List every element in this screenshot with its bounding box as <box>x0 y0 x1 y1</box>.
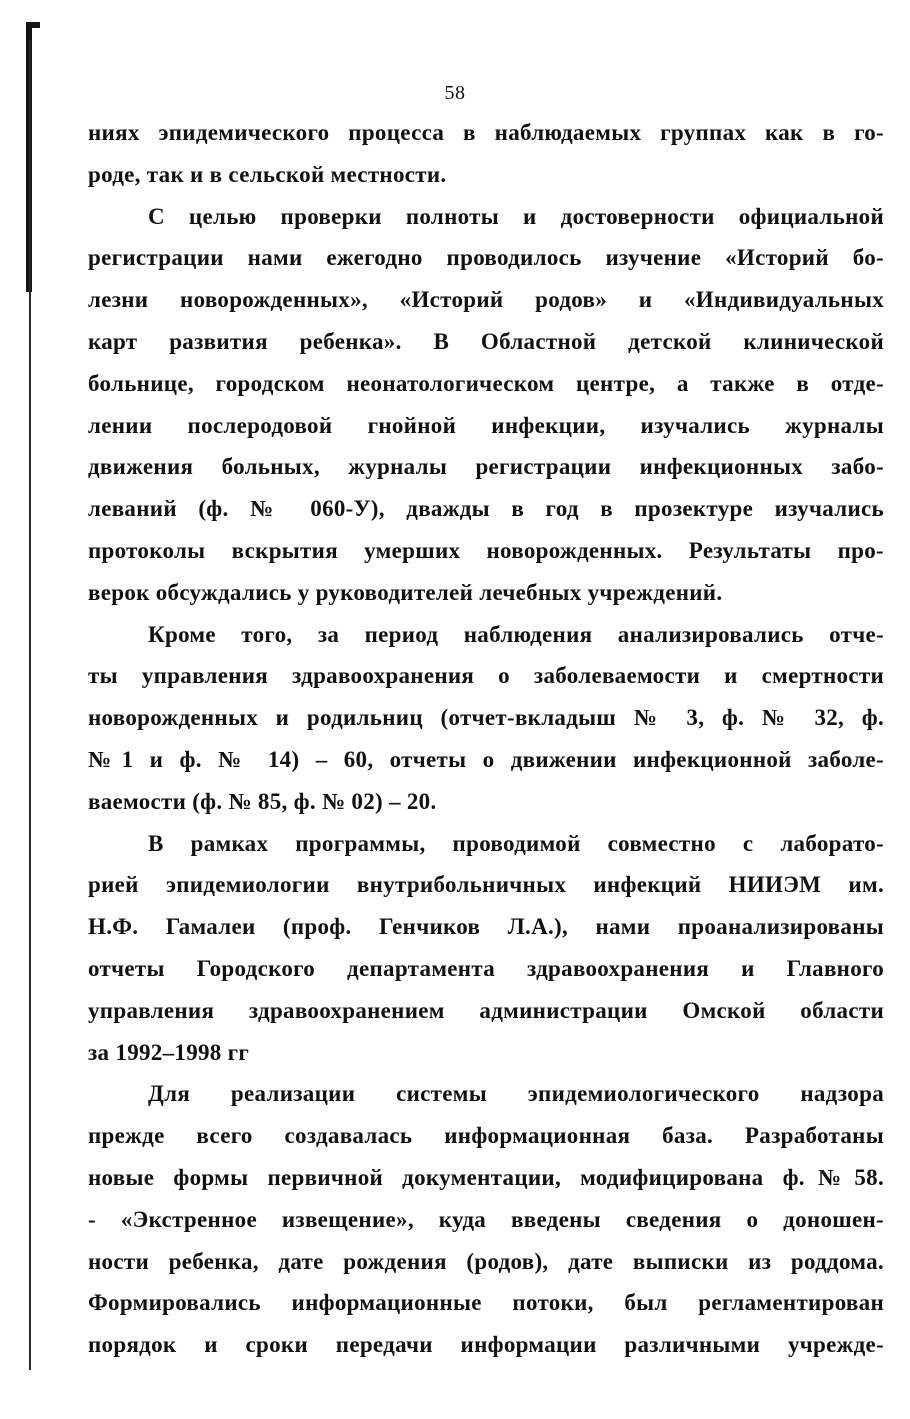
text-line: движения больных, журналы регистрации инфекционных забо- <box>88 454 884 480</box>
text-line: ности ребенка, дате рождения (родов), дате выписки из роддома. <box>88 1248 884 1274</box>
text-line: - «Экстренное извещение», куда введены сведения о доношен- <box>88 1206 884 1232</box>
text-line: верок обсуждались у руководителей лечебных учреждений. <box>88 579 723 605</box>
text-line: порядок и сроки передачи информации различными учрежде- <box>88 1332 884 1358</box>
text-line: карт развития ребенка». В Областной детской клинической <box>88 328 884 354</box>
text-line: новорожденных и родильниц (отчет-вкладыш № 3, ф. № 32, ф. <box>88 705 884 731</box>
text-line: роде, так и в сельской местности. <box>88 161 447 187</box>
body-text <box>88 112 884 1366</box>
text-line: В рамках программы, проводимой совместно с лаборато- <box>148 830 884 856</box>
text-line: регистрации нами ежегодно проводилось изучение «Историй бо- <box>88 245 884 271</box>
text-line: за 1992–1998 гг <box>88 1039 250 1065</box>
text-line: №1 и ф. № 14) – 60, отчеты о движении инфекционной заболе- <box>88 746 884 772</box>
text-line: леваний (ф. № 060-У), дважды в год в прозектуре изучались <box>88 496 884 522</box>
text-line: лении послеродовой гнойной инфекции, изучались журналы <box>88 412 884 438</box>
text-line: протоколы вскрытия умерших новорожденных. Результаты про- <box>88 537 884 563</box>
text-line: Кроме того, за период наблюдения анализировались отче- <box>148 621 884 647</box>
text-line: больнице, городском неонатологическом центре, а также в отде- <box>88 370 884 396</box>
text-line: Для реализации системы эпидемиологического надзора <box>148 1081 884 1107</box>
text-line: прежде всего создавалась информационная база. Разработаны <box>88 1123 884 1149</box>
text-line: С целью проверки полноты и достоверности официальной <box>148 203 884 229</box>
scan-margin-line <box>29 40 31 1370</box>
text-line: рией эпидемиологии внутрибольничных инфекций НИИЭМ им. <box>88 872 884 898</box>
text-line: отчеты Городского департамента здравоохранения и Главного <box>88 955 884 981</box>
page-number: 58 <box>444 82 466 104</box>
text-line: новые формы первичной документации, модифицирована ф.№58. <box>88 1164 884 1190</box>
text-line: лезни новорожденных», «Историй родов» и «Индивидуальных <box>88 287 884 313</box>
text-line: управления здравоохранением администрации Омской области <box>88 997 884 1023</box>
text-line: ваемости (ф. № 85, ф. № 02) – 20. <box>88 788 437 814</box>
text-line: ты управления здравоохранения о заболеваемости и смертности <box>88 663 884 689</box>
scan-edge-corner <box>26 22 40 28</box>
text-line: ниях эпидемического процесса в наблюдаемых группах как в го- <box>88 120 884 145</box>
text-line: Формировались информационные потоки, был регламентирован <box>88 1290 884 1316</box>
text-line: Н.Ф. Гамалеи (проф. Генчиков Л.А.), нами проанализированы <box>88 914 884 940</box>
